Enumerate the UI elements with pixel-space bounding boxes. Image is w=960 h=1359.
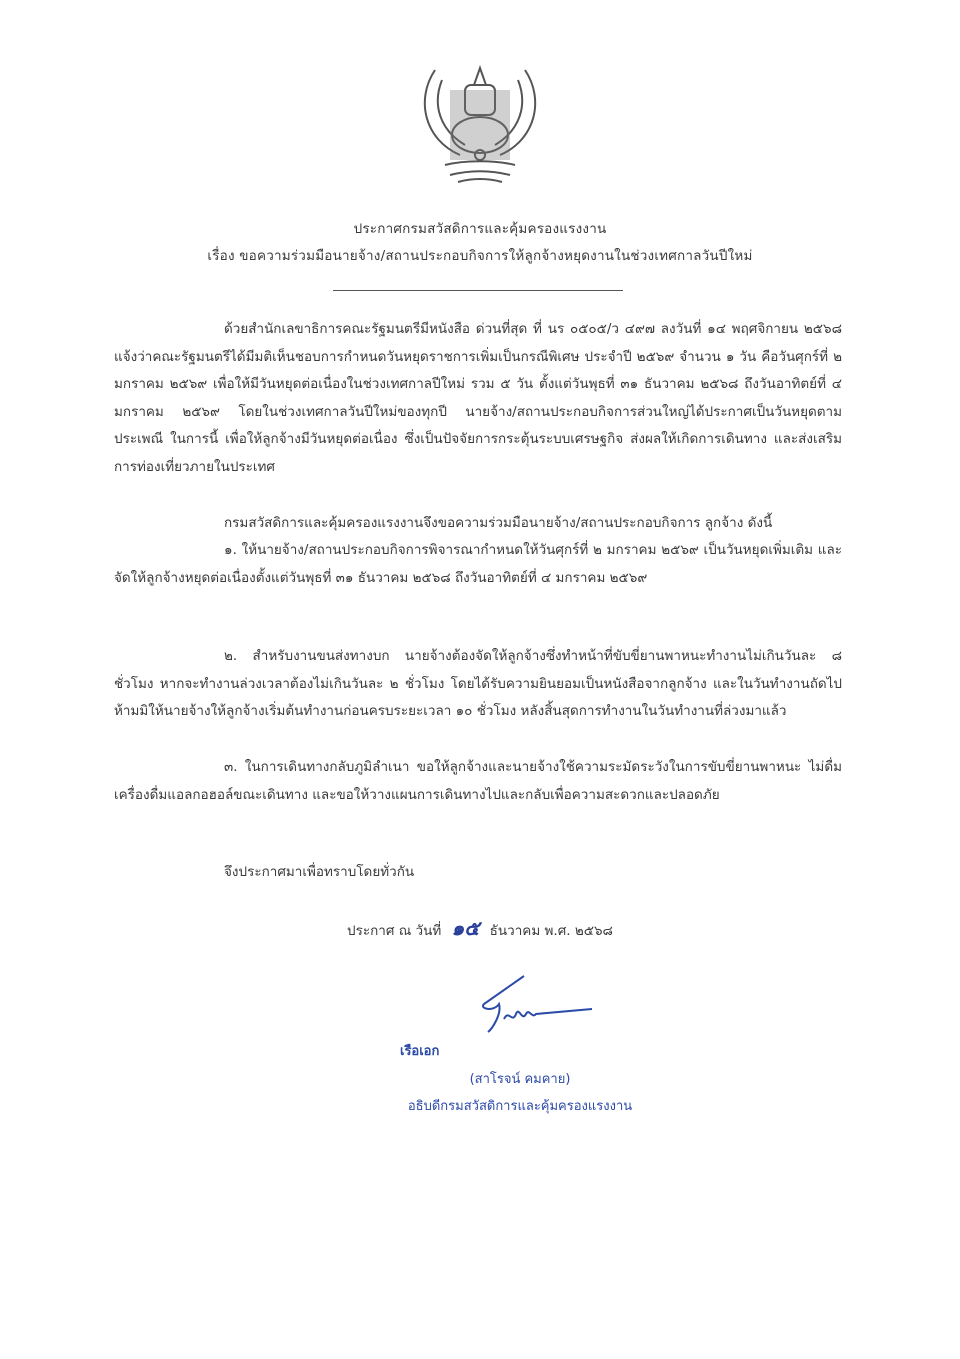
list-item-2: ๒. สำหรับงานขนส่งทางบก นายจ้างต้องจัดให้ลูกจ้างซึ่งทำหน้าที่ขับขี่ยานพาหนะทำงานไม่เกินวันละ ๘ ชั่วโมง หากจะทำงานล่วงเวลาต้องไม่เกินวันละ ๒ ชั่วโมง โดยได้รับความยินยอมเป็นหนังสือจากลูกจ้าง และในวันทำงานถัดไป ห้ามมิให้นายจ้างให้ลูกจ้างเริ่มต้นทำงานก่อนครบระยะเวลา ๑๐ ชั่วโมง หลังสิ้นสุดการทำงานในวันทำงานที่ล่วงมาแล้ว xyxy=(114,648,842,719)
closing-statement: จึงประกาศมาเพื่อทราบโดยทั่วกัน xyxy=(224,864,415,880)
rank-stamp: เรือเอก xyxy=(400,1044,440,1059)
date-day: ๑๕ xyxy=(451,916,480,940)
list-item-1: ๑. ให้นายจ้าง/สถานประกอบกิจการพิจารณากำหนดให้วันศุกร์ที่ ๒ มกราคม ๒๕๖๙ เป็นวันหยุดเพิ่มเติม และจัดให้ลูกจ้างหยุดต่อเนื่องตั้งแต่วันพุธที่ ๓๑ ธันวาคม ๒๕๖๘ ถึงวันอาทิตย์ที่ ๔ มกราคม ๒๕๖๙ xyxy=(114,542,842,586)
body-paragraph-2: กรมสวัสดิการและคุ้มครองแรงงานจึงขอความร่วมมือนายจ้าง/สถานประกอบกิจการ ลูกจ้าง ดังนี้ xyxy=(224,515,773,531)
signatory-position: อธิบดีกรมสวัสดิการและคุ้มครองแรงงาน xyxy=(407,1099,633,1114)
list-item-3: ๓. ในการเดินทางกลับภูมิลำเนา ขอให้ลูกจ้างและนายจ้างใช้ความระมัดระวังในการขับขี่ยานพาหนะ ไม่ดื่มเครื่องดื่มแอลกอฮอล์ขณะเดินทาง และขอให้วางแผนการเดินทางไปและกลับเพื่อความสะดวกและปลอดภัย xyxy=(114,759,842,803)
date-suffix: ธันวาคม พ.ศ. ๒๕๖๘ xyxy=(489,923,613,939)
garuda-emblem-icon xyxy=(410,60,550,190)
signature-icon xyxy=(474,974,594,1034)
announcement-title: ประกาศกรมสวัสดิการและคุ้มครองแรงงาน xyxy=(353,221,607,237)
title-divider xyxy=(333,290,623,291)
announcement-subject: เรื่อง ขอความร่วมมือนายจ้าง/สถานประกอบกิจการให้ลูกจ้างหยุดงานในช่วงเทศกาลวันปีใหม่ xyxy=(207,248,753,264)
body-paragraph-1: ด้วยสำนักเลขาธิการคณะรัฐมนตรีมีหนังสือ ด่วนที่สุด ที่ นร ๐๕๐๕/ว ๔๙๗ ลงวันที่ ๑๔ พฤศจิกายน ๒๕๖๘ แจ้งว่าคณะรัฐมนตรีได้มีมติเห็นชอบการกำหนดวันหยุดราชการเพิ่มเป็นกรณีพิเศษ ประจำปี ๒๕๖๙ จำนวน ๑ วัน คือวันศุกร์ที่ ๒ มกราคม ๒๕๖๙ เพื่อให้มีวันหยุดต่อเนื่องในช่วงเทศกาลปีใหม่ รวม ๕ วัน ตั้งแต่วันพุธที่ ๓๑ ธันวาคม ๒๕๖๘ ถึงวันอาทิตย์ที่ ๔ มกราคม ๒๕๖๙ โดยในช่วงเทศกาลวันปีใหม่ของทุกปี นายจ้าง/สถานประกอบกิจการส่วนใหญ่ได้ประกาศเป็นวันหยุดตามประเพณี ในการนี้ เพื่อให้ลูกจ้างมีวันหยุดต่อเนื่อง ซึ่งเป็นปัจจัยการกระตุ้นระบบเศรษฐกิจ ส่งผลให้เกิดการเดินทาง และส่งเสริมการท่องเที่ยวภายในประเทศ xyxy=(114,321,842,475)
date-prefix: ประกาศ ณ วันที่ xyxy=(347,923,442,939)
announcement-date xyxy=(0,912,960,944)
signatory-name: (สาโรจน์ คมคาย) xyxy=(469,1072,571,1087)
